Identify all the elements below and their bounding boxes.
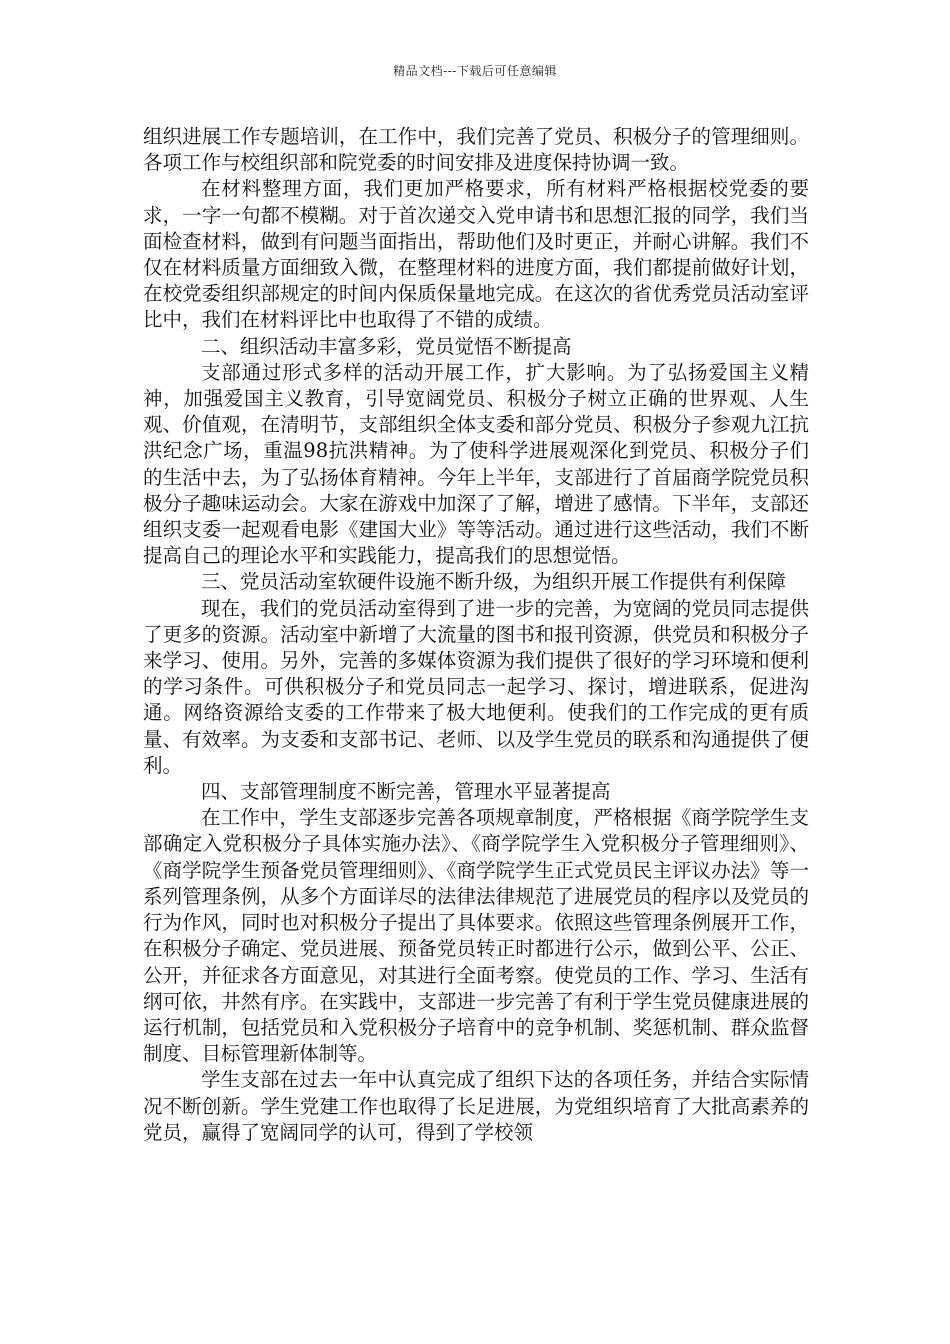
section-heading-3: 三、党员活动室软硬件设施不断升级，为组织开展工作提供有利保障: [201, 570, 787, 594]
paragraph-2: 在材料整理方面，我们更加严格要求，所有材料严格根据校党委的要求，一字一句都不模糊。对于首次递交入党申请书和思想汇报的同学，我们当面检查材料，做到有问题当面指出，帮助他们及时更正，并耐心讲解。我们不仅在材料质量方面细致入微，在整理材料的进度方面，我们都提前做好计划，在校党委组织部规定的时间内保质保量地完成。在这次的省优秀党员活动室评比中，我们在材料评比中也取得了不错的成绩。: [143, 177, 809, 332]
document-body: [143, 124, 809, 1146]
section-heading-4: 四、支部管理制度不断完善，管理水平显著提高: [201, 780, 611, 804]
paragraph-4: 现在，我们的党员活动室得到了进一步的完善，为宽阔的党员同志提供了更多的资源。活动室中新增了大流量的图书和报刊资源，供党员和积极分子来学习、使用。另外，完善的多媒体资源为我们提供了很好的学习环境和便利的学习条件。可供积极分子和党员同志一起学习、探讨，增进联系，促进沟通。网络资源给支委的工作带来了极大地便利。使我们的工作完成的更有质量、有效率。为支委和支部书记、老师、以及学生党员的联系和沟通提供了便利。: [143, 596, 809, 777]
paragraph-6: 学生支部在过去一年中认真完成了组织下达的各项任务，并结合实际情况不断创新。学生党建工作也取得了长足进展，为党组织培育了大批高素养的党员，赢得了宽阔同学的认可，得到了学校领: [143, 1068, 809, 1144]
paragraph-5: 在工作中，学生支部逐步完善各项规章制度，严格根据《商学院学生支部确定入党积极分子具体实施办法》、《商学院学生入党积极分子管理细则》、《商学院学生预备党员管理细则》、《商学院学生正式党员民主评议办法》等一系列管理条例，从多个方面详尽的法律法律规范了进展党员的程序以及党员的行为作风，同时也对积极分子提出了具体要求。依照这些管理条例展开工作，在积极分子确定、党员进展、预备党员转正时都进行公示，做到公平、公正、公开，并征求各方面意见，对其进行全面考察。使党员的工作、学习、生活有纲可依，井然有序。在实践中，支部进一步完善了有利于学生党员健康进展的运行机制，包括党员和入党积极分子培育中的竞争机制、奖惩机制、群众监督制度、目标管理新体制等。: [143, 806, 809, 1066]
section-heading-2: 二、组织活动丰富多彩，党员觉悟不断提高: [201, 334, 572, 358]
paragraph-1: 组织进展工作专题培训，在工作中，我们完善了党员、积极分子的管理细则。各项工作与校组织部和院党委的时间安排及进度保持协调一致。: [143, 125, 809, 175]
page-header: 精品文档---下载后可任意编辑: [393, 64, 557, 78]
paragraph-3: 支部通过形式多样的活动开展工作，扩大影响。为了弘扬爱国主义精神，加强爱国主义教育，引导宽阔党员、积极分子树立正确的世界观、人生观、价值观，在清明节，支部组织全体支委和部分党员、积极分子参观九江抗洪纪念广场，重温98抗洪精神。为了使科学进展观深化到党员、积极分子们的生活中去，为了弘扬体育精神。今年上半年，支部进行了首届商学院党员积极分子趣味运动会。大家在游戏中加深了了解，增进了感情。下半年，支部还组织支委一起观看电影《建国大业》等等活动。通过进行这些活动，我们不断提高自己的理论水平和实践能力，提高我们的思想觉悟。: [143, 360, 809, 568]
